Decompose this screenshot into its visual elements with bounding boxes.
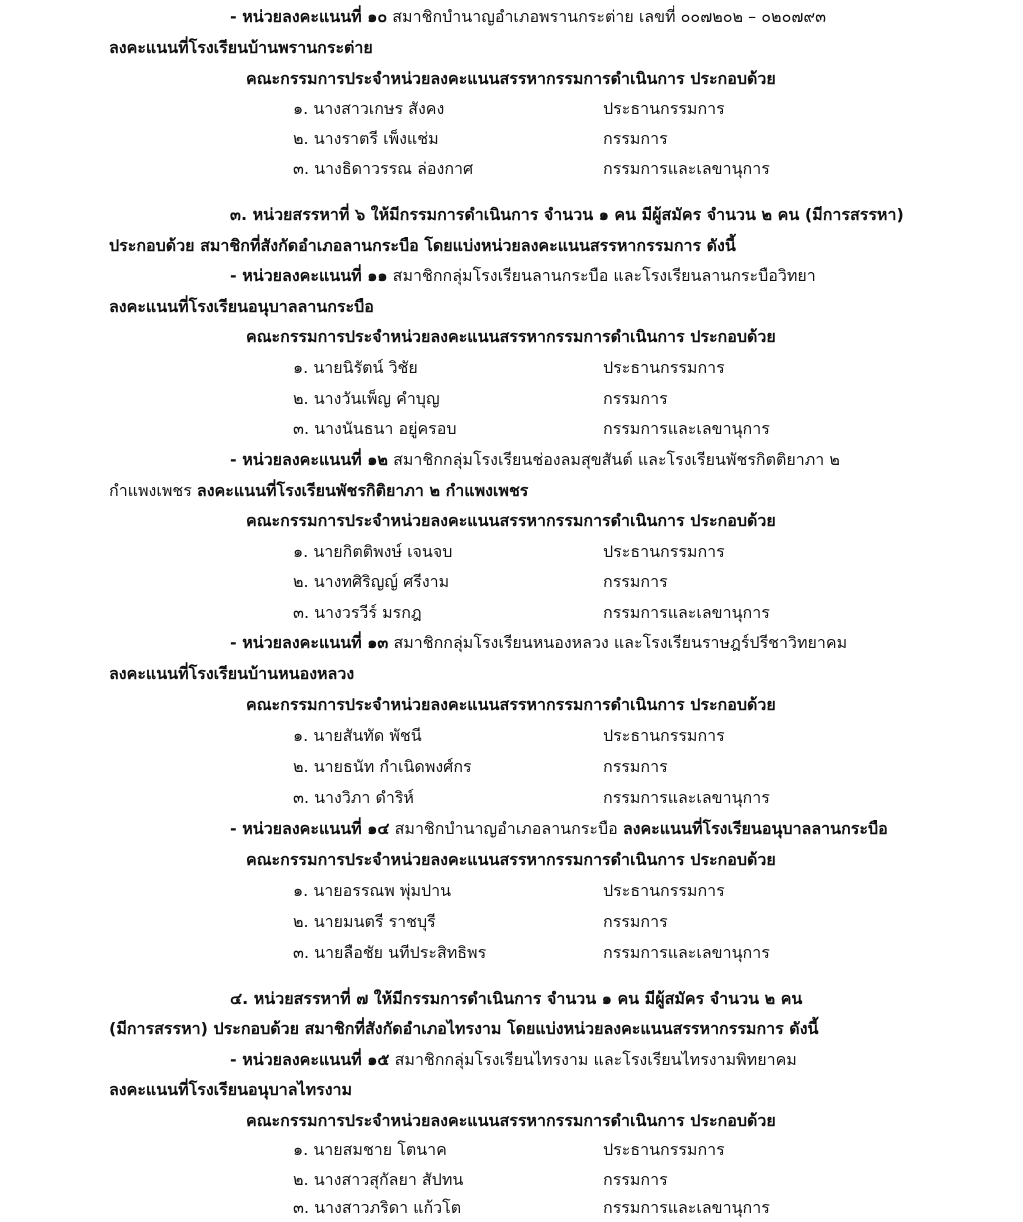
unit-15-member-row [0, 1139, 1023, 1163]
member-name: ๒. นายธนัท กำเนิดพงศ์กร [293, 757, 472, 776]
unit-10-member-row [0, 158, 1023, 182]
unit-10-member-row [0, 98, 1023, 122]
unit-13-member-row [0, 725, 1023, 749]
unit-12-member-row [0, 571, 1023, 595]
member-role: กรรมการและเลขานุการ [603, 1198, 770, 1217]
unit-14-member-row [0, 911, 1023, 935]
member-name: ๑. นายสมชาย โตนาค [293, 1140, 447, 1159]
member-name: ๒. นางวันเพ็ญ คำบุญ [293, 389, 440, 408]
member-role: ประธานกรรมการ [603, 542, 725, 561]
unit-13-desc: สมาชิกกลุ่มโรงเรียนหนองหลวง และโรงเรียนราษฎร์ปรีชาวิทยาคม [388, 633, 848, 652]
unit-13-member-row [0, 787, 1023, 811]
member-role: ประธานกรรมการ [603, 1140, 725, 1159]
member-name: ๑. นายอรรณพ พุ่มปาน [293, 881, 452, 900]
unit-11-place: ลงคะแนนที่โรงเรียนอนุบาลลานกระบือ [109, 297, 374, 316]
member-role: กรรมการและเลขานุการ [603, 603, 770, 622]
unit-11-member-row [0, 357, 1023, 381]
unit-11-member-row [0, 418, 1023, 442]
unit-12-committee-title: คณะกรรมการประจำหน่วยลงคะแนนสรรหากรรมการดำเนินการ ประกอบด้วย [246, 511, 776, 530]
section-4-desc: (มีการสรรหา) ประกอบด้วย สมาชิกที่สังกัดอำเภอไทรงาม โดยแบ่งหน่วยลงคะแนนสรรหากรรมการ ดังนี้ [109, 1019, 819, 1038]
unit-10-member-row [0, 128, 1023, 152]
member-role: ประธานกรรมการ [603, 358, 725, 377]
member-name: ๑. นายนิรัตน์ วิชัย [293, 358, 418, 377]
member-name: ๓. นางวรวีร์ มรกฎ [293, 603, 422, 622]
member-name: ๒. นายมนตรี ราชบุรี [293, 912, 436, 931]
unit-15-heading [230, 1049, 797, 1073]
unit-14-place: ลงคะแนนที่โรงเรียนอนุบาลลานกระบือ [622, 819, 888, 838]
member-role: กรรมการและเลขานุการ [603, 788, 770, 807]
unit-15-member-row [0, 1169, 1023, 1193]
unit-10-desc: สมาชิกบำนาญอำเภอพรานกระต่าย เลขที่ ๐๐๗๒๐๒ – ๐๒๐๗๙๓ [387, 7, 827, 26]
unit-13-committee-title: คณะกรรมการประจำหน่วยลงคะแนนสรรหากรรมการดำเนินการ ประกอบด้วย [246, 695, 776, 714]
unit-15-place: ลงคะแนนที่โรงเรียนอนุบาลไทรงาม [109, 1080, 353, 1099]
unit-10-label: - หน่วยลงคะแนนที่ ๑๐ [230, 7, 388, 26]
unit-14-label: - หน่วยลงคะแนนที่ ๑๔ [230, 819, 390, 838]
member-name: ๑. นายสันทัด พัชนี [293, 726, 422, 745]
unit-14-member-row [0, 942, 1023, 966]
unit-11-label: - หน่วยลงคะแนนที่ ๑๑ [230, 266, 388, 285]
section-3-heading: ๓. หน่วยสรรหาที่ ๖ ให้มีกรรมการดำเนินการ จำนวน ๑ คน มีผู้สมัคร จำนวน ๒ คน (มีการสรรหา) [230, 205, 904, 224]
member-role: ประธานกรรมการ [603, 881, 725, 900]
section-3-desc: ประกอบด้วย สมาชิกที่สังกัดอำเภอลานกระบือ โดยแบ่งหน่วยลงคะแนนสรรหากรรมการ ดังนี้ [109, 236, 736, 255]
unit-14-committee-title: คณะกรรมการประจำหน่วยลงคะแนนสรรหากรรมการดำเนินการ ประกอบด้วย [246, 850, 776, 869]
member-role: ประธานกรรมการ [603, 99, 725, 118]
unit-14-member-row [0, 880, 1023, 904]
member-name: ๓. นางวิภา ดำริห์ [293, 788, 414, 807]
unit-13-label: - หน่วยลงคะแนนที่ ๑๓ [230, 633, 389, 652]
member-name: ๓. นางนันธนา อยู่ครอบ [293, 419, 457, 438]
section-4-heading: ๔. หน่วยสรรหาที่ ๗ ให้มีกรรมการดำเนินการ จำนวน ๑ คน มีผู้สมัคร จำนวน ๒ คน [230, 989, 803, 1008]
unit-12-heading [230, 449, 840, 473]
unit-12-label: - หน่วยลงคะแนนที่ ๑๒ [230, 450, 388, 469]
unit-12-member-row [0, 602, 1023, 626]
unit-15-member-row [0, 1197, 1023, 1221]
member-role: กรรมการและเลขานุการ [603, 943, 770, 962]
unit-15-committee-title: คณะกรรมการประจำหน่วยลงคะแนนสรรหากรรมการดำเนินการ ประกอบด้วย [246, 1111, 776, 1130]
unit-12-desc: สมาชิกกลุ่มโรงเรียนช่องลมสุขสันต์ และโรงเรียนพัชรกิตติยาภา ๒ [387, 450, 840, 469]
unit-12-place-line [109, 480, 528, 504]
unit-11-desc: สมาชิกกลุ่มโรงเรียนลานกระบือ และโรงเรียนลานกระบือวิทยา [387, 266, 816, 285]
member-role: กรรมการ [603, 572, 668, 591]
unit-14-heading [230, 818, 888, 842]
unit-11-committee-title: คณะกรรมการประจำหน่วยลงคะแนนสรรหากรรมการดำเนินการ ประกอบด้วย [246, 327, 776, 346]
unit-13-place: ลงคะแนนที่โรงเรียนบ้านหนองหลวง [109, 664, 355, 683]
unit-10-place: ลงคะแนนที่โรงเรียนบ้านพรานกระต่าย [109, 38, 373, 57]
unit-12-member-row [0, 541, 1023, 565]
member-role: กรรมการ [603, 1170, 668, 1189]
member-role: กรรมการและเลขานุการ [603, 419, 770, 438]
unit-11-member-row [0, 388, 1023, 412]
unit-10-committee-title: คณะกรรมการประจำหน่วยลงคะแนนสรรหากรรมการดำเนินการ ประกอบด้วย [246, 69, 776, 88]
unit-13-heading [230, 632, 847, 656]
unit-11-heading [230, 265, 816, 289]
member-name: ๓. นางสาวภริดา แก้วโต [293, 1198, 462, 1217]
unit-10-heading [230, 6, 826, 30]
unit-12-place: ลงคะแนนที่โรงเรียนพัชรกิติยาภา ๒ กำแพงเพชร [196, 481, 529, 500]
member-role: กรรมการ [603, 129, 668, 148]
member-name: ๒. นางราตรี เพ็งแช่ม [293, 129, 439, 148]
member-name: ๓. นางธิดาวรรณ ล่องกาศ [293, 159, 474, 178]
member-name: ๓. นายลือชัย นทีประสิทธิพร [293, 943, 487, 962]
member-name: ๒. นางทศิริญญ์ ศรีงาม [293, 572, 450, 591]
unit-14-desc: สมาชิกบำนาญอำเภอลานกระบือ [389, 819, 623, 838]
member-name: ๒. นางสาวสุกัลยา สัปทน [293, 1170, 464, 1189]
member-role: กรรมการ [603, 389, 668, 408]
member-role: กรรมการ [603, 757, 668, 776]
member-role: ประธานกรรมการ [603, 726, 725, 745]
member-name: ๑. นางสาวเกษร สังคง [293, 99, 445, 118]
member-role: กรรมการและเลขานุการ [603, 159, 770, 178]
unit-15-label: - หน่วยลงคะแนนที่ ๑๕ [230, 1050, 390, 1069]
unit-13-member-row [0, 756, 1023, 780]
member-name: ๑. นายกิตติพงษ์ เจนจบ [293, 542, 453, 561]
member-role: กรรมการ [603, 912, 668, 931]
unit-12-place-prefix: กำแพงเพชร [109, 481, 197, 500]
unit-15-desc: สมาชิกกลุ่มโรงเรียนไทรงาม และโรงเรียนไทรงามพิทยาคม [389, 1050, 797, 1069]
